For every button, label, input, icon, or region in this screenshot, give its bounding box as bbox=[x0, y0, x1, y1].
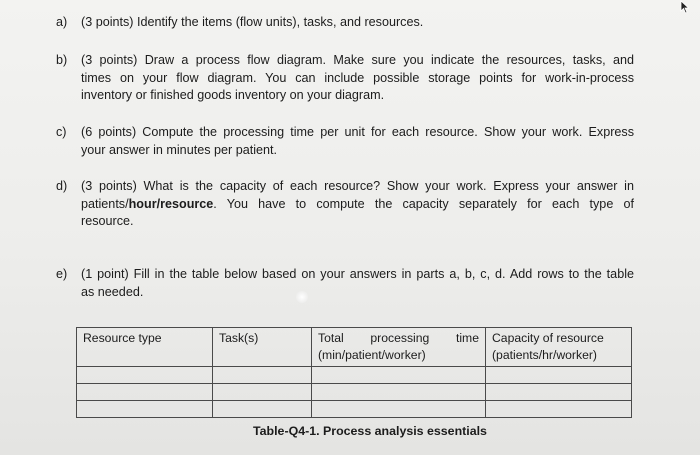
table-row bbox=[77, 401, 632, 418]
header-total-processing-time: Total processing time (min/patient/worker) bbox=[312, 328, 486, 367]
table-cell[interactable] bbox=[77, 367, 213, 384]
header-tasks: Task(s) bbox=[213, 328, 312, 367]
table-cell[interactable] bbox=[486, 367, 632, 384]
table-cell[interactable] bbox=[213, 384, 312, 401]
table-cell[interactable] bbox=[77, 401, 213, 418]
question-a-letter: a) bbox=[56, 15, 68, 29]
table-row bbox=[77, 367, 632, 384]
question-e-line-2: as needed. bbox=[81, 284, 144, 299]
question-d-letter: d) bbox=[56, 179, 68, 193]
question-b-letter: b) bbox=[56, 53, 68, 67]
table-cell[interactable] bbox=[312, 367, 486, 384]
table-cell[interactable] bbox=[77, 384, 213, 401]
table-cell[interactable] bbox=[213, 367, 312, 384]
glare-spot bbox=[296, 291, 308, 303]
header-resource-type: Resource type bbox=[77, 328, 213, 367]
question-c-line-1: (6 points) Compute the processing time per unit for each resource. Show your work. Express bbox=[81, 125, 634, 139]
table-cell[interactable] bbox=[486, 384, 632, 401]
question-b-line-1: (3 points) Draw a process flow diagram. Make sure you indicate the resources, tasks, and bbox=[81, 53, 634, 67]
table-cell[interactable] bbox=[486, 401, 632, 418]
question-d-line-1: (3 points) What is the capacity of each resource? Show your work. Express your answer in bbox=[81, 179, 634, 193]
question-c-letter: c) bbox=[56, 125, 67, 139]
question-d-line-3: resource. bbox=[81, 214, 134, 228]
table-cell[interactable] bbox=[213, 401, 312, 418]
question-e-letter: e) bbox=[56, 267, 68, 281]
question-b-line-3: inventory or finished goods inventory on your diagram. bbox=[81, 88, 385, 102]
question-d-line-2: patients/hour/resource. You have to compute the capacity separately for each type of bbox=[81, 196, 634, 211]
table-header-row bbox=[77, 328, 632, 367]
question-c-line-2: your answer in minutes per patient. bbox=[81, 142, 278, 157]
table-row bbox=[77, 384, 632, 401]
question-e-line-1: (1 point) Fill in the table below based on your answers in parts a, b, c, d. Add rows to the table bbox=[81, 267, 634, 281]
table-cell[interactable] bbox=[312, 401, 486, 418]
question-a-line-1: (3 points) Identify the items (flow units), tasks, and resources. bbox=[81, 15, 424, 29]
header-capacity-of-resource: Capacity of resource (patients/hr/worker) bbox=[486, 328, 632, 367]
question-b-line-2: times on your flow diagram. You can include possible storage points for work-in-process bbox=[81, 70, 634, 85]
table-cell[interactable] bbox=[312, 384, 486, 401]
mouse-cursor-icon bbox=[680, 0, 690, 14]
process-analysis-table bbox=[76, 327, 632, 418]
table-caption: Table-Q4-1. Process analysis essentials bbox=[253, 424, 487, 438]
